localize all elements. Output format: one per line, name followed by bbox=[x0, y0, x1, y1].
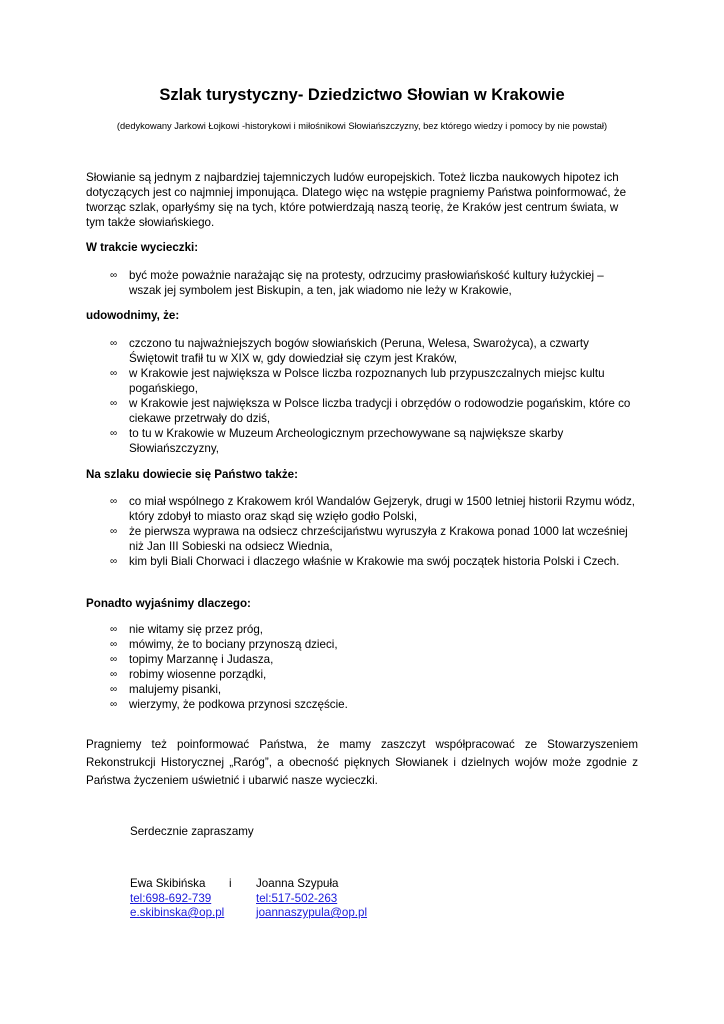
list-item-text: czczono tu najważniejszych bogów słowiańskich (Peruna, Welesa, Swarożyca), a czwarty Świętowit trafił tu w XIX w, gdy dowiedział się czym jest Kraków, bbox=[129, 337, 589, 365]
infinity-bullet-icon: ∞ bbox=[110, 669, 118, 680]
list-item bbox=[86, 426, 638, 456]
contact-name-2: Joanna Szypuła bbox=[256, 877, 339, 890]
list-item bbox=[86, 682, 638, 697]
list-item bbox=[86, 396, 638, 426]
infinity-bullet-icon: ∞ bbox=[110, 526, 118, 537]
infinity-bullet-icon: ∞ bbox=[110, 654, 118, 665]
list-item bbox=[86, 697, 638, 712]
list-item bbox=[86, 366, 638, 396]
section-heading-learn: Na szlaku dowiecie się Państwo także: bbox=[86, 468, 298, 481]
section-heading-trip: W trakcie wycieczki: bbox=[86, 241, 199, 254]
contact-phone-1-link[interactable]: tel:698-692-739 bbox=[130, 891, 212, 905]
infinity-bullet-icon: ∞ bbox=[110, 428, 118, 439]
list-item-text: malujemy pisanki, bbox=[129, 683, 222, 696]
list-item-text: kim byli Biali Chorwaci i dlaczego właśnie w Krakowie ma swój początek historia Polski i Czech. bbox=[129, 555, 620, 568]
list-item bbox=[86, 667, 638, 682]
infinity-bullet-icon: ∞ bbox=[110, 699, 118, 710]
contact-phone-2-link[interactable]: tel:517-502-263 bbox=[256, 891, 338, 905]
section-list-prove bbox=[86, 336, 638, 456]
infinity-bullet-icon: ∞ bbox=[110, 639, 118, 650]
infinity-bullet-icon: ∞ bbox=[110, 338, 118, 349]
list-item-text: w Krakowie jest największa w Polsce liczba tradycji i obrzędów o rodowodzie pogańskim, które co ciekawe przetrwały do dziś, bbox=[129, 397, 631, 425]
list-item bbox=[86, 524, 638, 554]
contact-name-1: Ewa Skibińska bbox=[130, 877, 206, 890]
signoff: Serdecznie zapraszamy bbox=[130, 825, 254, 838]
list-item bbox=[86, 652, 638, 667]
dedication: (dedykowany Jarkowi Łojkowi -historykowi i miłośnikowi Słowiańszczyzny, bez którego wiedzy i pomocy by nie powstał) bbox=[116, 121, 608, 131]
list-item-text: to tu w Krakowie w Muzeum Archeologicznym przechowywane są największe skarby Słowiańszczyzny, bbox=[129, 427, 564, 455]
infinity-bullet-icon: ∞ bbox=[110, 624, 118, 635]
section-list-explain bbox=[86, 622, 638, 712]
list-item bbox=[86, 494, 638, 524]
section-list-trip bbox=[86, 268, 638, 298]
list-item-text: w Krakowie jest największa w Polsce liczba rozpoznanych lub przypuszczalnych miejsc kultu pogańskiego, bbox=[129, 367, 605, 395]
contact-email-2-link[interactable]: joannaszypula@op.pl bbox=[256, 906, 368, 919]
section-heading-prove: udowodnimy, że: bbox=[86, 309, 180, 322]
infinity-bullet-icon: ∞ bbox=[110, 270, 118, 281]
list-item bbox=[86, 336, 638, 366]
infinity-bullet-icon: ∞ bbox=[110, 556, 118, 567]
list-item-text: że pierwsza wyprawa na odsiecz chrześcijaństwu wyruszyła z Krakowa ponad 1000 lat wcześniej niż Jan III Sobieski na odsiecz Wiednia, bbox=[129, 525, 628, 553]
intro-paragraph: Słowianie są jednym z najbardziej tajemniczych ludów europejskich. Toteż liczba naukowych hipotez ich dotyczących jest co najmniej imponująca. Dlatego więc na wstępie pragniemy Państwa poinformować, że tworząc szlak, oparłyśmy się na tych, które potwierdzają naszą teorię, że Kraków jest centrum świata, w tym także słowiańskiego. bbox=[86, 171, 627, 229]
list-item-text: wierzymy, że podkowa przynosi szczęście. bbox=[129, 698, 348, 711]
list-item-text: nie witamy się przez próg, bbox=[129, 623, 264, 636]
list-item bbox=[86, 637, 638, 652]
contact-separator: i bbox=[229, 877, 232, 890]
list-item-text: topimy Marzannę i Judasza, bbox=[129, 653, 274, 666]
infinity-bullet-icon: ∞ bbox=[110, 496, 118, 507]
list-item-text: być może poważnie narażając się na protesty, odrzucimy prasłowiańskość kultury łużyckiej – wszak jej symbolem jest Biskupin, a ten, jak wiadomo nie leży w Krakowie, bbox=[129, 269, 604, 297]
list-item-text: mówimy, że to bociany przynoszą dzieci, bbox=[129, 638, 338, 651]
page-title: Szlak turystyczny- Dziedzictwo Słowian w Krakowie bbox=[159, 86, 565, 104]
list-item bbox=[86, 554, 638, 569]
infinity-bullet-icon: ∞ bbox=[110, 398, 118, 409]
section-heading-explain: Ponadto wyjaśnimy dlaczego: bbox=[86, 597, 251, 610]
list-item-text: co miał wspólnego z Krakowem król Wandalów Gejzeryk, drugi w 1500 letniej historii Rzymu wódz, który zdobył to miasto oraz skąd się wzięło godło Polski, bbox=[129, 495, 636, 523]
contact-email-1-link[interactable]: e.skibinska@op.pl bbox=[130, 906, 225, 919]
section-list-learn bbox=[86, 494, 638, 569]
closing-paragraph: Pragniemy też poinformować Państwa, że mamy zaszczyt współpracować ze Stowarzyszeniem Rekonstrukcji Historycznej „Raróg”, a obecność pięknych Słowianek i dzielnych wojów może zgodnie z Państwa życzeniem uświetnić i ubarwić nasze wycieczki. bbox=[86, 738, 638, 787]
infinity-bullet-icon: ∞ bbox=[110, 684, 118, 695]
list-item bbox=[86, 268, 638, 298]
infinity-bullet-icon: ∞ bbox=[110, 368, 118, 379]
list-item bbox=[86, 622, 638, 637]
list-item-text: robimy wiosenne porządki, bbox=[129, 668, 267, 681]
